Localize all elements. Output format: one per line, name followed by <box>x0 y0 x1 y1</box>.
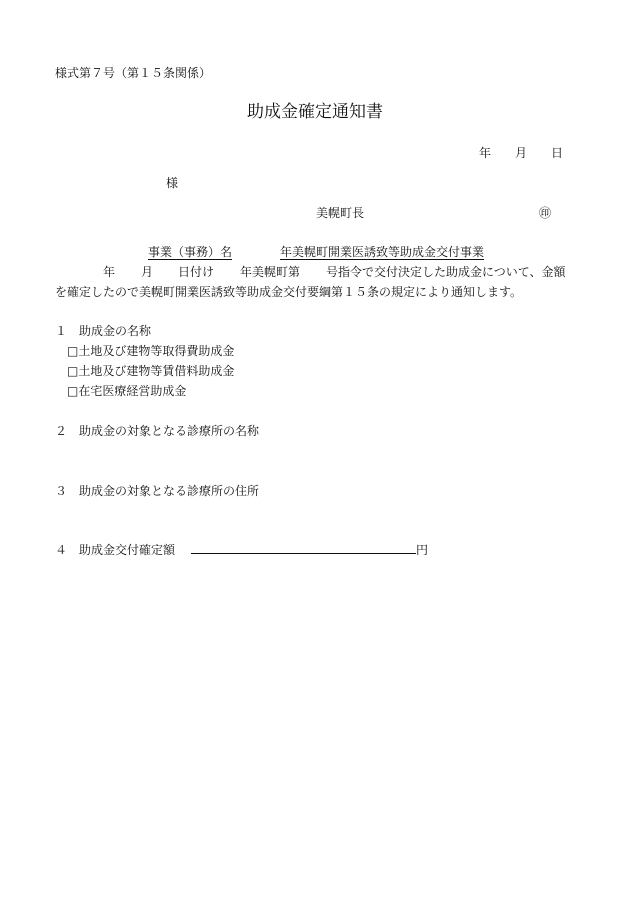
section-1-number: １ <box>55 324 68 338</box>
business-name-value: 年美幌町開業医誘致等助成金交付事業 <box>280 245 485 259</box>
grant-option-1 <box>67 344 234 358</box>
grant-option-2 <box>67 364 234 378</box>
business-name-label: 事業（事務）名 <box>148 245 233 259</box>
issuer-name: 美幌町長 <box>316 206 365 220</box>
date-day: 日 <box>551 146 564 160</box>
body-year: 年 <box>103 265 116 279</box>
section-4-title: 助成金交付確定額 <box>79 543 176 557</box>
section-1-title: 助成金の名称 <box>79 324 152 338</box>
amount-unit: 円 <box>416 543 429 557</box>
grant-option-label: 在宅医療経営助成金 <box>78 384 187 398</box>
section-2-number: ２ <box>55 424 68 438</box>
addressee-suffix: 様 <box>166 176 179 190</box>
body-month: 月 <box>141 265 154 279</box>
amount-blank-line <box>191 553 416 554</box>
checkbox-icon[interactable]: □ <box>67 384 79 398</box>
body-dated: 日付け <box>178 265 215 279</box>
section-3-title: 助成金の対象となる診療所の住所 <box>79 484 260 498</box>
section-2-title: 助成金の対象となる診療所の名称 <box>79 424 260 438</box>
section-4-number: ４ <box>55 543 68 557</box>
date-year: 年 <box>479 146 492 160</box>
grant-option-3 <box>67 384 186 398</box>
checkbox-icon[interactable]: □ <box>67 344 79 358</box>
form-number: 様式第７号（第１５条関係） <box>55 66 212 80</box>
grant-option-label: 土地及び建物等賃借料助成金 <box>78 364 235 378</box>
checkbox-icon[interactable]: □ <box>67 364 79 378</box>
date-month: 月 <box>515 146 528 160</box>
seal-mark: ㊞ <box>539 206 552 220</box>
body-ref-prefix: 年美幌町第 <box>240 265 301 279</box>
document-title: 助成金確定通知書 <box>247 102 383 122</box>
body-ref-suffix: 号指令で交付決定した助成金について、金額 <box>326 265 566 279</box>
business-name-line <box>148 245 484 259</box>
grant-option-label: 土地及び建物等取得費助成金 <box>78 344 235 358</box>
body-line-2: を確定したので美幌町開業医誘致等助成金交付要綱第１５条の規定により通知します。 <box>55 285 523 299</box>
section-3-number: ３ <box>55 484 68 498</box>
